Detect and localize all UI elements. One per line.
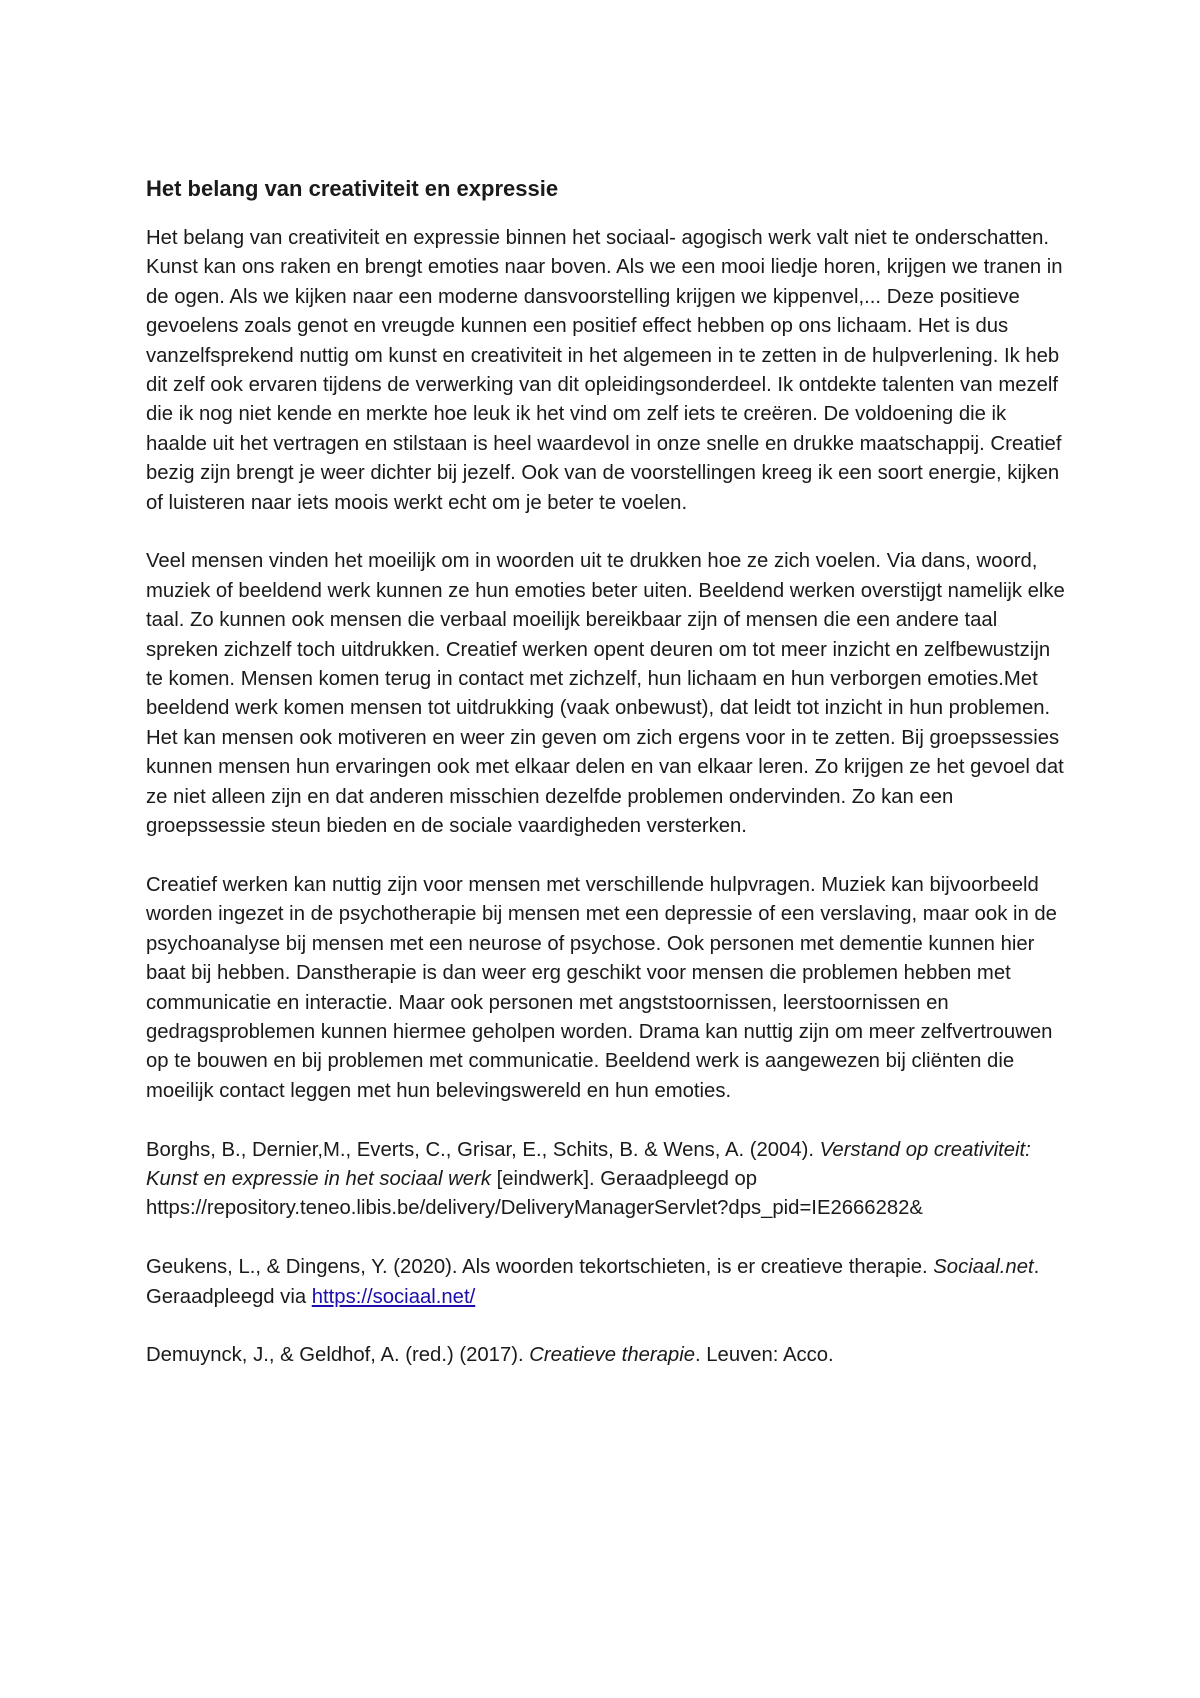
reference-geukens-link[interactable]: https://sociaal.net/	[311, 1285, 476, 1308]
document-title: Het belang van creativiteit en expressie	[146, 176, 559, 201]
paragraph-3: Creatief werken kan nuttig zijn voor mensen met verschillende hulpvragen. Muziek kan bijvoorbeeld worden ingezet in de psychotherapie bij mensen met een depressie of een verslaving, maar ook in de psychoanalyse bij mensen met een neurose of psychose. Ook personen met dementie kunnen hier baat bij hebben. Danstherapie is dan weer erg geschikt voor mensen die problemen hebben met communicatie en interactie. Maar ook personen met angststoornissen, leerstoornissen en gedragsproblemen kunnen hiermee geholpen worden. Drama kan nuttig zijn om meer zelfvertrouwen op te bouwen en bij problemen met communicatie. Beeldend werk is aangewezen bij cliënten die moeilijk contact leggen met hun belevingswereld en hun emoties.	[146, 873, 1057, 1102]
paragraph-1: Het belang van creativiteit en expressie binnen het sociaal- agogisch werk valt niet te onderschatten. Kunst kan ons raken en brengt emoties naar boven. Als we een mooi liedje horen, krijgen we tranen in de ogen. Als we kijken naar een moderne dansvoorstelling krijgen we kippenvel,... Deze positieve gevoelens zoals genot en vreugde kunnen een positief effect hebben op ons lichaam. Het is dus vanzelfsprekend nuttig om kunst en creativiteit in het algemeen in te zetten in de hulpverlening. Ik heb dit zelf ook ervaren tijdens de verwerking van dit opleidingsonderdeel. Ik ontdekte talenten van mezelf die ik nog niet kende en merkte hoe leuk ik het vind om zelf iets te creëren. De voldoening die ik haalde uit het vertragen en stilstaan is heel waardevol in onze snelle en drukke maatschappij. Creatief bezig zijn brengt je weer dichter bij jezelf. Ook van de voorstellingen kreeg ik een soort energie, kijken of luisteren naar iets moois werkt echt om je beter te voelen.	[146, 227, 1063, 514]
reference-demuynck-title: Creatieve therapie	[529, 1344, 695, 1367]
reference-borghs-source: [eindwerk]. Geraadpleegd op https://repository.teneo.libis.be/delivery/DeliveryManagerServlet?dps_pid=IE2666282&	[146, 1167, 923, 1220]
paragraph-2: Veel mensen vinden het moeilijk om in woorden uit te drukken hoe ze zich voelen. Via dans, woord, muziek of beeldend werk kunnen ze hun emoties beter uiten. Beeldend werken overstijgt namelijk elke taal. Zo kunnen ook mensen die verbaal moeilijk bereikbaar zijn of mensen die een andere taal spreken zichzelf toch uitdrukken. Creatief werken opent deuren om tot meer inzicht en zelfbewustzijn te komen. Mensen komen terug in contact met zichzelf, hun lichaam en hun verborgen emoties.Met beeldend werk komen mensen tot uitdrukking (vaak onbewust), dat leidt tot inzicht in hun problemen. Het kan mensen ook motiveren en weer zin geven om zich ergens voor in te zetten. Bij groepssessies kunnen mensen hun ervaringen ook met elkaar delen en van elkaar leren. Zo krijgen ze het gevoel dat ze niet alleen zijn en dat anderen misschien dezelfde problemen ondervinden. Zo kan een groepssessie steun bieden en de sociale vaardigheden versterken.	[146, 550, 1065, 838]
reference-geukens	[146, 1253, 1066, 1312]
reference-demuynck-authors: Demuynck, J., & Geldhof, A. (red.) (2017).	[146, 1344, 530, 1367]
reference-demuynck-source: . Leuven: Acco.	[694, 1344, 834, 1367]
reference-geukens-source: . Geraadpleegd via	[146, 1256, 1040, 1308]
reference-geukens-authors: Geukens, L., & Dingens, Y. (2020). Als woorden tekortschieten, is er creatieve therapie.	[146, 1256, 934, 1279]
reference-borghs	[146, 1136, 1066, 1224]
document-page	[146, 172, 1066, 1400]
reference-demuynck	[146, 1341, 1066, 1370]
reference-borghs-title: Verstand op creativiteit: Kunst en expressie in het sociaal werk	[146, 1138, 1031, 1190]
reference-geukens-journal: Sociaal.net	[933, 1256, 1034, 1279]
reference-borghs-authors: Borghs, B., Dernier,M., Everts, C., Grisar, E., Schits, B. & Wens, A. (2004).	[146, 1138, 820, 1161]
